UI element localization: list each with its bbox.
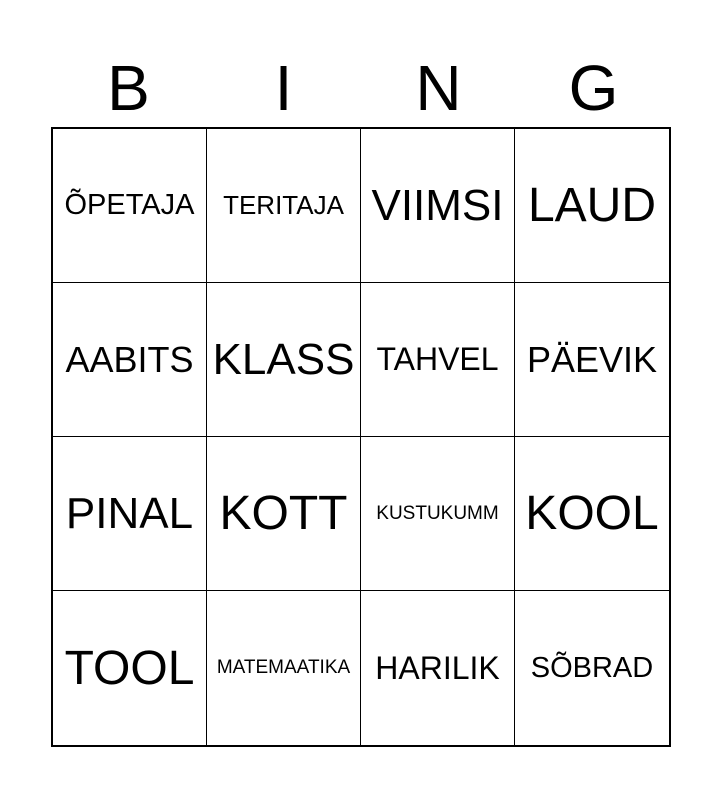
bingo-cell-r4c3[interactable]: HARILIK bbox=[361, 591, 515, 745]
bingo-board bbox=[51, 127, 671, 747]
bingo-cell-r2c3[interactable]: TAHVEL bbox=[361, 283, 515, 437]
bingo-cell-r4c1[interactable]: TOOL bbox=[53, 591, 207, 745]
bingo-cell-r1c1[interactable]: ÕPETAJA bbox=[53, 129, 207, 283]
header-letter-g: G bbox=[568, 52, 619, 124]
bingo-cell-r3c1[interactable]: PINAL bbox=[53, 437, 207, 591]
bingo-cell-r2c2[interactable]: KLASS bbox=[207, 283, 361, 437]
bingo-cell-r2c1[interactable]: AABITS bbox=[53, 283, 207, 437]
bingo-cell-r4c4[interactable]: SÕBRAD bbox=[530, 651, 654, 684]
bingo-cell-r1c3[interactable]: VIIMSI bbox=[361, 129, 515, 283]
bingo-cell-r3c3[interactable]: KUSTUKUMM bbox=[361, 437, 515, 591]
header-letter-n: N bbox=[415, 52, 462, 124]
bingo-cell-r1c2[interactable]: TERITAJA bbox=[207, 129, 361, 283]
bingo-cell-r4c2[interactable]: MATEMAATIKA bbox=[207, 591, 361, 745]
header-letter-i: I bbox=[274, 52, 293, 124]
bingo-cell-r3c4[interactable]: KOOL bbox=[515, 437, 669, 591]
header-letter-b: B bbox=[107, 52, 150, 124]
bingo-cell-r2c4[interactable]: PÄEVIK bbox=[515, 283, 669, 437]
bingo-cell-r1c4[interactable]: LAUD bbox=[515, 129, 669, 283]
bingo-cell-r3c2[interactable]: KOTT bbox=[207, 437, 361, 591]
bingo-header bbox=[51, 52, 671, 124]
